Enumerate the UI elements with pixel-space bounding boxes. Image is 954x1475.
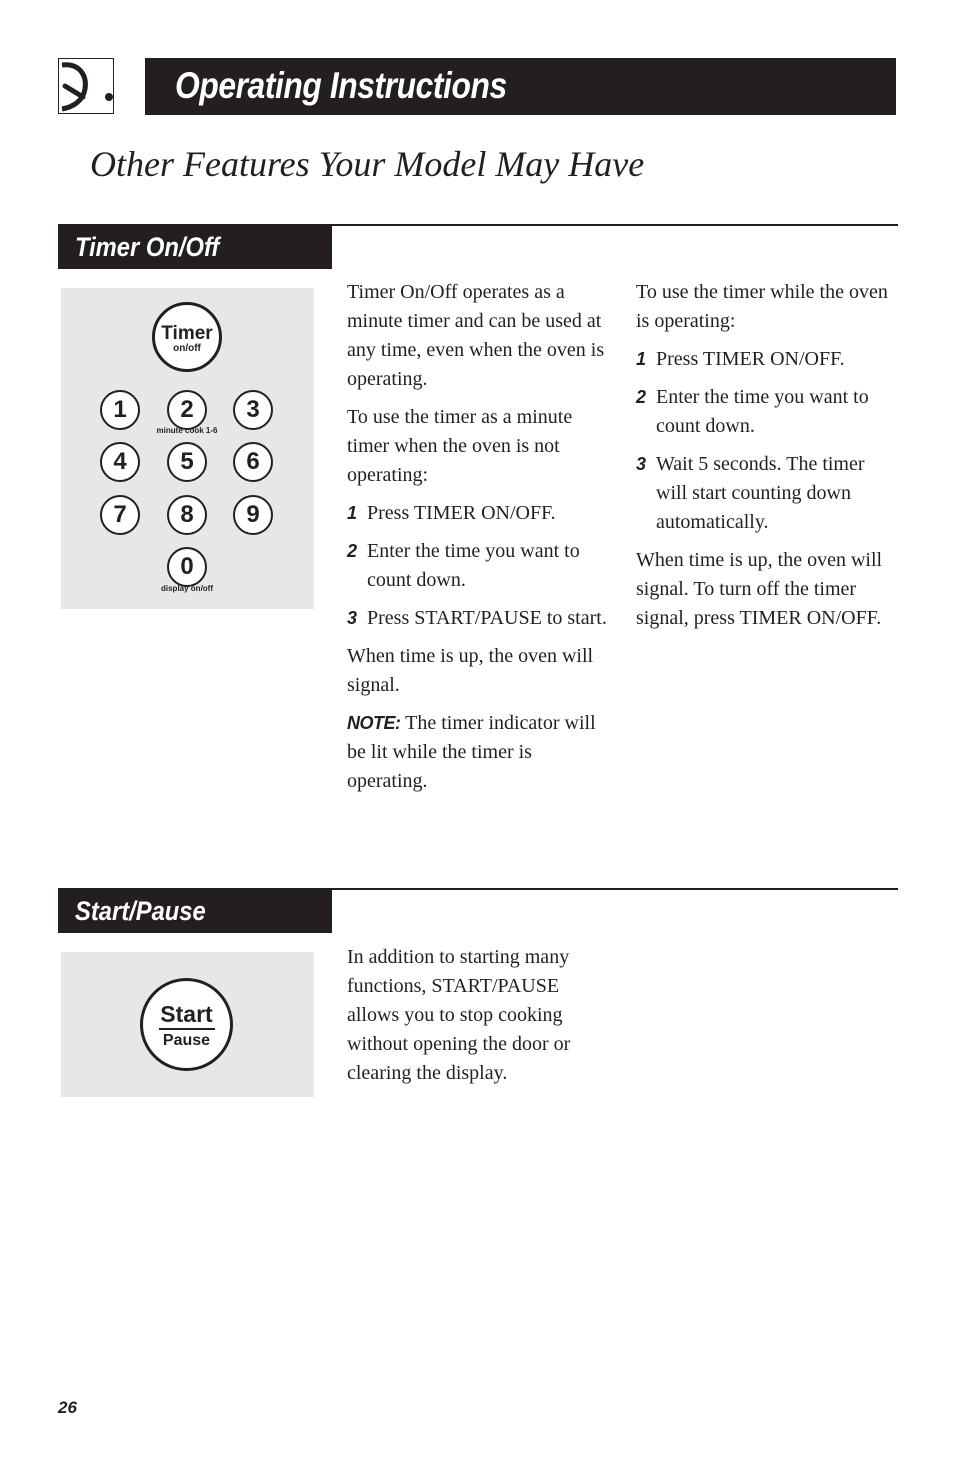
key-4: 4 <box>100 442 140 482</box>
step-item <box>636 345 894 374</box>
step-text: Press TIMER ON/OFF. <box>367 502 556 524</box>
section-heading-start-pause: Start/Pause <box>75 896 206 926</box>
step-item <box>347 537 612 595</box>
step-number: 2 <box>636 387 647 407</box>
key-3: 3 <box>233 390 273 430</box>
step-text: Wait 5 seconds. The timer will start counting down automatically. <box>656 453 865 533</box>
step-number: 3 <box>347 608 358 628</box>
key-2: 2 <box>167 390 207 430</box>
key-6: 6 <box>233 442 273 482</box>
timer-intro: Timer On/Off operates as a minute timer and can be used at any time, even when the oven is operating. <box>347 281 605 390</box>
pause-key-label: Pause <box>162 1032 211 1049</box>
step-text: Press TIMER ON/OFF. <box>656 348 845 370</box>
start-pause-text: In addition to starting many functions, START/PAUSE allows you to stop cooking without opening the door or clearing the display. <box>347 946 571 1084</box>
step-item <box>347 604 612 633</box>
start-pause-key <box>140 978 233 1071</box>
key-5: 5 <box>167 442 207 482</box>
key-0-sublabel: display on/off <box>161 584 213 593</box>
key-0: 0 <box>167 547 207 587</box>
start-pause-illustration <box>61 952 314 1097</box>
note-text: The timer indicator will be lit while the timer is operating. <box>347 712 596 792</box>
timer-after-1: When time is up, the oven will signal. <box>347 645 594 696</box>
step-number: 1 <box>636 349 647 369</box>
timer-column-1 <box>347 278 612 805</box>
key-2-sublabel: minute cook 1-6 <box>156 426 218 435</box>
start-key-label: Start <box>160 1001 213 1027</box>
key-7: 7 <box>100 495 140 535</box>
timer-lead-1: To use the timer as a minute timer when the oven is not operating: <box>347 406 573 486</box>
step-number: 1 <box>347 503 358 523</box>
step-text: Press START/PAUSE to start. <box>367 607 607 629</box>
timer-key-sublabel: on/off <box>173 343 201 354</box>
note-label: NOTE: <box>347 713 401 733</box>
step-item <box>636 383 894 441</box>
timer-column-2 <box>636 278 894 642</box>
timer-keypad-illustration <box>61 288 314 609</box>
key-8: 8 <box>167 495 207 535</box>
step-number: 3 <box>636 454 647 474</box>
page-subtitle: Other Features Your Model May Have <box>90 144 645 184</box>
key-9: 9 <box>233 495 273 535</box>
step-item <box>636 450 894 537</box>
page-number: 26 <box>58 1398 77 1417</box>
key-divider <box>159 1028 215 1030</box>
timer-note <box>347 709 612 796</box>
start-pause-column <box>347 943 612 1097</box>
oven-dial-icon <box>58 58 114 114</box>
timer-key <box>152 302 222 372</box>
timer-key-label: Timer <box>161 323 213 344</box>
key-1: 1 <box>100 390 140 430</box>
page-title: Operating Instructions <box>175 65 507 106</box>
timer-after-2: When time is up, the oven will signal. To turn off the timer signal, press TIMER ON/OFF. <box>636 549 883 629</box>
step-item <box>347 499 612 528</box>
step-text: Enter the time you want to count down. <box>367 540 580 591</box>
step-text: Enter the time you want to count down. <box>656 386 869 437</box>
timer-lead-2: To use the timer while the oven is operating: <box>636 281 888 332</box>
section-heading-timer: Timer On/Off <box>75 232 220 262</box>
step-number: 2 <box>347 541 358 561</box>
